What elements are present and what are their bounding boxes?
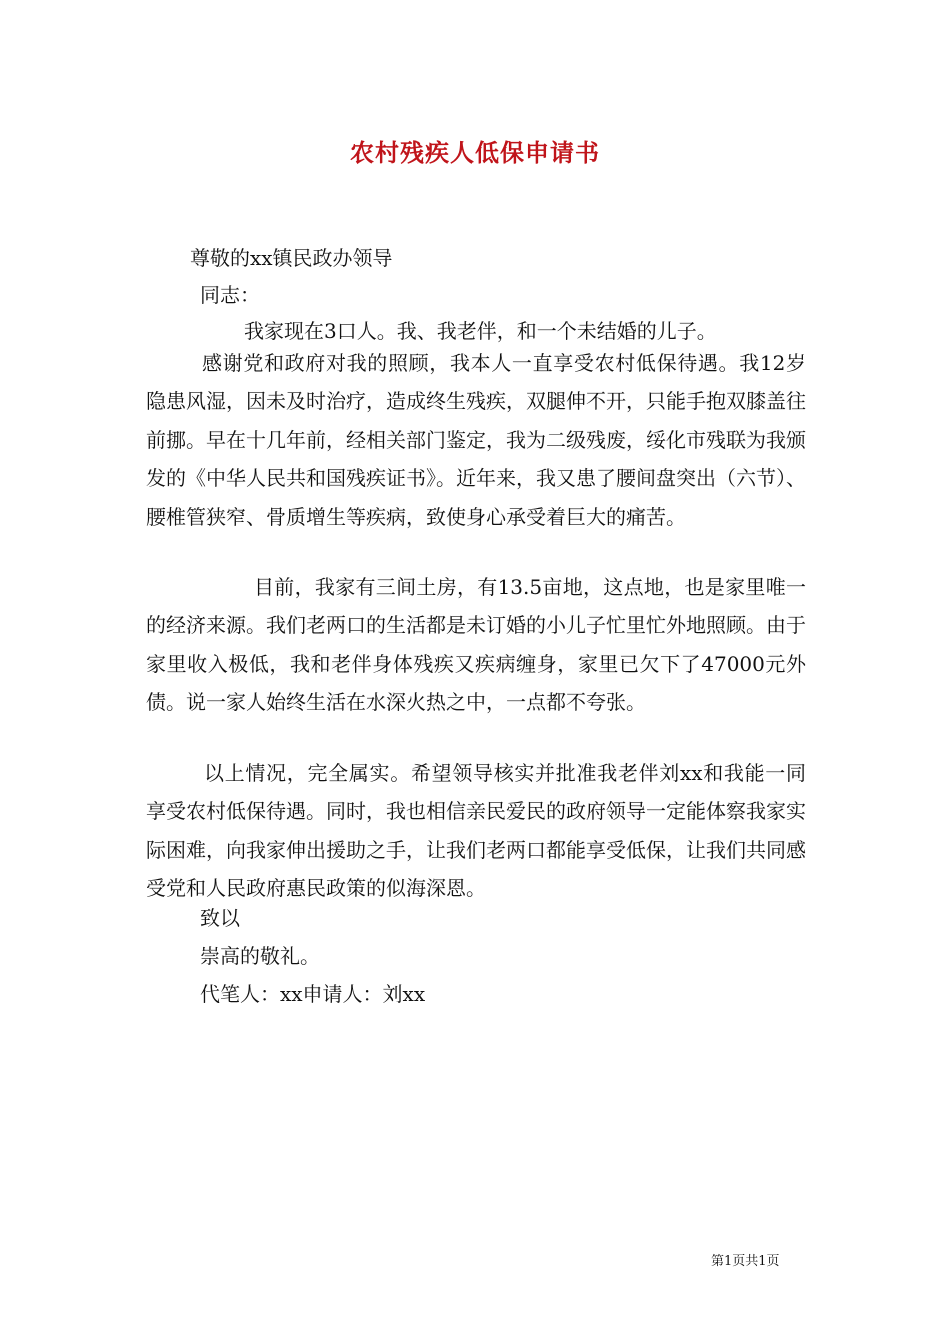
page-number: 第1页共1页 [711, 1254, 780, 1269]
paragraph-family: 我家现在3口人。我、我老伴，和一个未结婚的儿子。 [244, 319, 717, 343]
signature-line: 代笔人：xx申请人：刘xx [200, 982, 426, 1006]
paragraph-finances: 目前，我家有三间土房，有13.5亩地，这点地，也是家里唯一的经济来源。我们老两口的生活都是未订婚的小儿子忙里忙外地照顾。由于家里收入极低，我和老伴身体残疾又疾病缠身，家里已欠下了47000元外债。说一家人始终生活在水深火热之中，一点都不夸张。 [146, 575, 806, 715]
paragraph-request: 以上情况，完全属实。希望领导核实并批准我老伴刘xx和我能一同享受农村低保待遇。同时，我也相信亲民爱民的政府领导一定能体察我家实际困难，向我家伸出援助之手，让我们老两口都能享受低保，让我们共同感受党和人民政府惠民政策的似海深恩。 [146, 761, 806, 901]
closing-line-1: 致以 [200, 906, 240, 930]
salutation-line-2: 同志： [200, 283, 260, 307]
salutation-line-1: 尊敬的xx镇民政办领导 [190, 246, 393, 270]
closing-line-2: 崇高的敬礼。 [200, 944, 320, 968]
paragraph-disability: 感谢党和政府对我的照顾，我本人一直享受农村低保待遇。我12岁隐患风湿，因未及时治疗，造成终生残疾，双腿伸不开，只能手抱双膝盖往前挪。早在十几年前，经相关部门鉴定，我为二级残废，绥化市残联为我颁发的《中华人民共和国残疾证书》。近年来，我又患了腰间盘突出（六节）、腰椎管狭窄、骨质增生等疾病，致使身心承受着巨大的痛苦。 [146, 351, 806, 529]
document-title: 农村残疾人低保申请书 [350, 138, 600, 167]
